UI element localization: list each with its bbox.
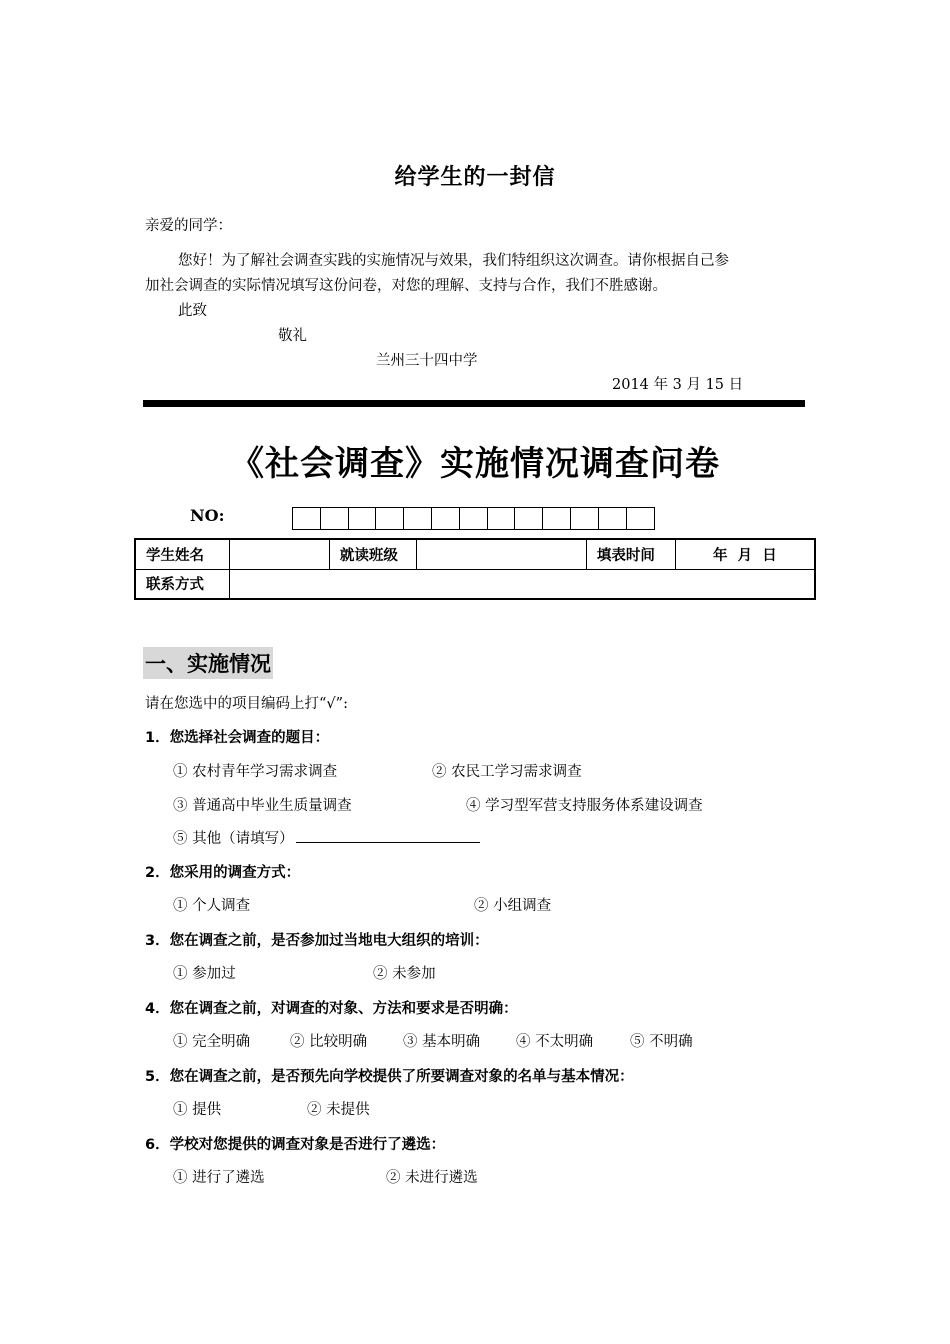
letter-signature: 兰州三十四中学 [376,353,478,369]
q1-option-3[interactable]: ③ 普通高中毕业生质量调查 [173,798,352,814]
fill-date-field[interactable]: 年 月 日 [675,539,815,569]
question-5: 5．您在调查之前，是否预先向学校提供了所要调查对象的名单与基本情况： [145,1069,634,1085]
q3-option-2[interactable]: ② 未参加 [373,966,436,982]
section-heading: 一、实施情况 [143,647,273,679]
q6-option-1[interactable]: ① 进行了遴选 [173,1170,265,1186]
serial-number-box[interactable] [599,508,627,529]
q3-option-1[interactable]: ① 参加过 [173,966,236,982]
serial-number-box[interactable] [349,508,377,529]
question-1: 1．您选择社会调查的题目： [145,730,330,746]
q4-option-4[interactable]: ④ 不太明确 [516,1034,594,1050]
letter-paragraph-line1: 您好！为了解社会调查实践的实施情况与效果，我们特组织这次调查。请你根据自己参 [178,253,729,269]
q1-option-4[interactable]: ④ 学习型军营支持服务体系建设调查 [466,798,703,814]
fill-time-label: 填表时间 [586,539,675,569]
student-name-field[interactable] [230,539,330,569]
serial-number-box[interactable] [432,508,460,529]
serial-number-box[interactable] [515,508,543,529]
student-name-label: 学生姓名 [135,539,230,569]
serial-number-box[interactable] [376,508,404,529]
letter-paragraph-line2: 加社会调查的实际情况填写这份问卷，对您的理解、支持与合作，我们不胜感谢。 [145,278,667,294]
student-info-table [134,538,816,600]
letter-title: 给学生的一封信 [394,164,556,190]
q1-option-5-label: ⑤ 其他（请填写） [173,831,294,847]
serial-number-box[interactable] [543,508,571,529]
q5-option-2[interactable]: ② 未提供 [307,1102,370,1118]
table-row [135,569,815,599]
q1-option-5[interactable] [173,827,480,848]
class-label: 就读班级 [329,539,416,569]
serial-number-box[interactable] [488,508,516,529]
q1-option-2[interactable]: ② 农民工学习需求调查 [432,764,582,780]
letter-closing-1: 此致 [178,303,207,319]
q4-option-1[interactable]: ① 完全明确 [173,1034,251,1050]
letter-closing-2: 敬礼 [278,328,307,344]
question-6: 6．学校对您提供的调查对象是否进行了遴选： [145,1137,446,1153]
divider-rule [143,400,805,407]
class-field[interactable] [416,539,586,569]
serial-number-box[interactable] [571,508,599,529]
q6-option-2[interactable]: ② 未进行遴选 [386,1170,478,1186]
q4-option-2[interactable]: ② 比较明确 [290,1034,368,1050]
serial-number-box[interactable] [460,508,488,529]
letter-greeting: 亲爱的同学： [145,218,232,234]
serial-number-box[interactable] [293,508,321,529]
instruction-text: 请在您选中的项目编码上打“√”: [145,696,348,712]
serial-number-label: NO: [190,506,225,525]
serial-number-box[interactable] [321,508,349,529]
q1-option-1[interactable]: ① 农村青年学习需求调查 [173,764,338,780]
question-3: 3．您在调查之前，是否参加过当地电大组织的培训： [145,933,489,949]
serial-number-box[interactable] [627,508,655,529]
contact-label: 联系方式 [135,569,230,599]
letter-date: 2014 年 3 月 15 日 [612,377,744,393]
serial-number-boxes[interactable] [292,507,655,530]
serial-number-box[interactable] [404,508,432,529]
q4-option-3[interactable]: ③ 基本明确 [403,1034,481,1050]
q2-option-1[interactable]: ① 个人调查 [173,898,251,914]
q2-option-2[interactable]: ② 小组调查 [474,898,552,914]
questionnaire-title: 《社会调查》实施情况调查问卷 [230,444,720,484]
q4-option-5[interactable]: ⑤ 不明确 [630,1034,693,1050]
contact-field[interactable] [230,569,815,599]
question-2: 2．您采用的调查方式： [145,865,301,881]
table-row [135,539,815,569]
question-4: 4．您在调查之前，对调查的对象、方法和要求是否明确： [145,1001,518,1017]
q5-option-1[interactable]: ① 提供 [173,1102,222,1118]
q1-other-blank[interactable] [296,830,480,843]
